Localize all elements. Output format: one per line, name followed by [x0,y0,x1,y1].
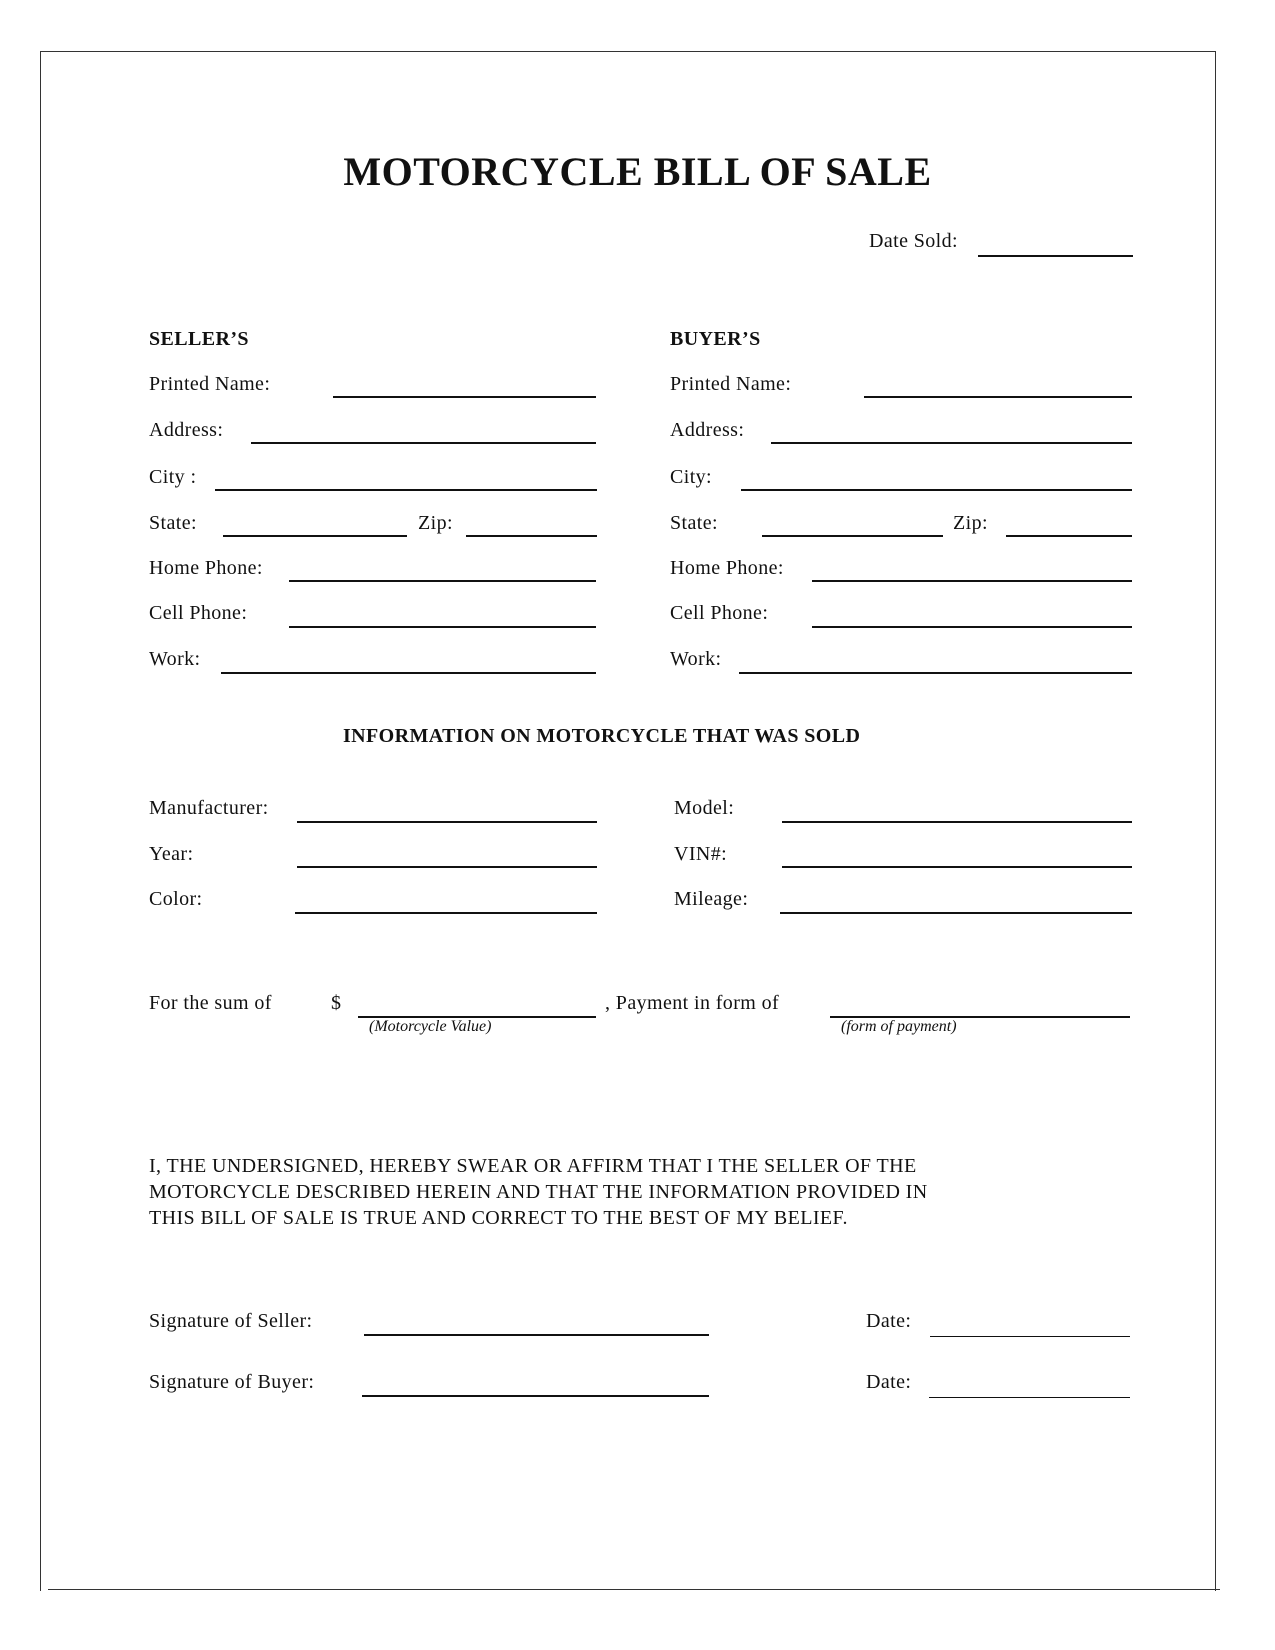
vin-field[interactable] [782,866,1132,868]
seller-home-phone-field[interactable] [289,580,596,582]
affirmation-line: MOTORCYCLE DESCRIBED HEREIN AND THAT THE INFORMATION PROVIDED IN [149,1181,928,1203]
page-bottom-rule [48,1589,1220,1590]
buyer-work-field[interactable] [739,672,1132,674]
seller-cell-phone-field[interactable] [289,626,596,628]
buyer-cell-phone-label: Cell Phone: [670,602,769,624]
seller-state-label: State: [149,512,197,534]
payment-form-caption: (form of payment) [841,1018,957,1035]
seller-work-field[interactable] [221,672,596,674]
seller-city-field[interactable] [215,489,597,491]
date-sold-field[interactable] [978,255,1133,257]
document-title: MOTORCYCLE BILL OF SALE [343,149,932,194]
year-label: Year: [149,843,194,865]
date-sold-label: Date Sold: [869,230,958,252]
buyer-date-label: Date: [866,1371,912,1393]
buyer-state-field[interactable] [762,535,943,537]
manufacturer-label: Manufacturer: [149,797,269,819]
seller-date-label: Date: [866,1310,912,1332]
seller-city-label: City : [149,466,197,488]
buyer-signature-field[interactable] [362,1395,709,1397]
seller-work-label: Work: [149,648,201,670]
buyer-printed-name-field[interactable] [864,396,1132,398]
buyer-zip-label: Zip: [953,512,988,534]
motorcycle-value-caption: (Motorcycle Value) [369,1018,492,1035]
buyer-zip-field[interactable] [1006,535,1132,537]
buyer-state-label: State: [670,512,718,534]
motorcycle-info-heading: INFORMATION ON MOTORCYCLE THAT WAS SOLD [343,725,861,747]
payment-form-label: , Payment in form of [605,992,780,1014]
seller-heading: SELLER’S [149,328,249,350]
buyer-home-phone-label: Home Phone: [670,557,784,579]
sum-label: For the sum of [149,992,272,1014]
seller-printed-name-field[interactable] [333,396,596,398]
affirmation-line: I, THE UNDERSIGNED, HEREBY SWEAR OR AFFIRM THAT I THE SELLER OF THE [149,1155,917,1177]
seller-address-label: Address: [149,419,224,441]
buyer-address-label: Address: [670,419,745,441]
buyer-address-field[interactable] [771,442,1132,444]
seller-zip-label: Zip: [418,512,453,534]
model-label: Model: [674,797,735,819]
vin-label: VIN#: [674,843,728,865]
seller-state-field[interactable] [223,535,407,537]
color-field[interactable] [295,912,597,914]
seller-cell-phone-label: Cell Phone: [149,602,248,624]
seller-date-field[interactable] [930,1336,1130,1337]
seller-signature-field[interactable] [364,1334,709,1336]
manufacturer-field[interactable] [297,821,597,823]
buyer-cell-phone-field[interactable] [812,626,1132,628]
seller-zip-field[interactable] [466,535,597,537]
year-field[interactable] [297,866,597,868]
buyer-city-label: City: [670,466,713,488]
dollar-sign: $ [331,992,342,1014]
buyer-printed-name-label: Printed Name: [670,373,792,395]
model-field[interactable] [782,821,1132,823]
buyer-date-field[interactable] [929,1397,1130,1398]
seller-address-field[interactable] [251,442,596,444]
buyer-work-label: Work: [670,648,722,670]
buyer-signature-label: Signature of Buyer: [149,1371,315,1393]
affirmation-statement [149,1153,928,1231]
buyer-home-phone-field[interactable] [812,580,1132,582]
color-label: Color: [149,888,203,910]
buyer-city-field[interactable] [741,489,1132,491]
affirmation-line: THIS BILL OF SALE IS TRUE AND CORRECT TO THE BEST OF MY BELIEF. [149,1207,848,1229]
buyer-heading: BUYER’S [670,328,761,350]
seller-home-phone-label: Home Phone: [149,557,263,579]
seller-signature-label: Signature of Seller: [149,1310,313,1332]
mileage-label: Mileage: [674,888,749,910]
mileage-field[interactable] [780,912,1132,914]
seller-printed-name-label: Printed Name: [149,373,271,395]
